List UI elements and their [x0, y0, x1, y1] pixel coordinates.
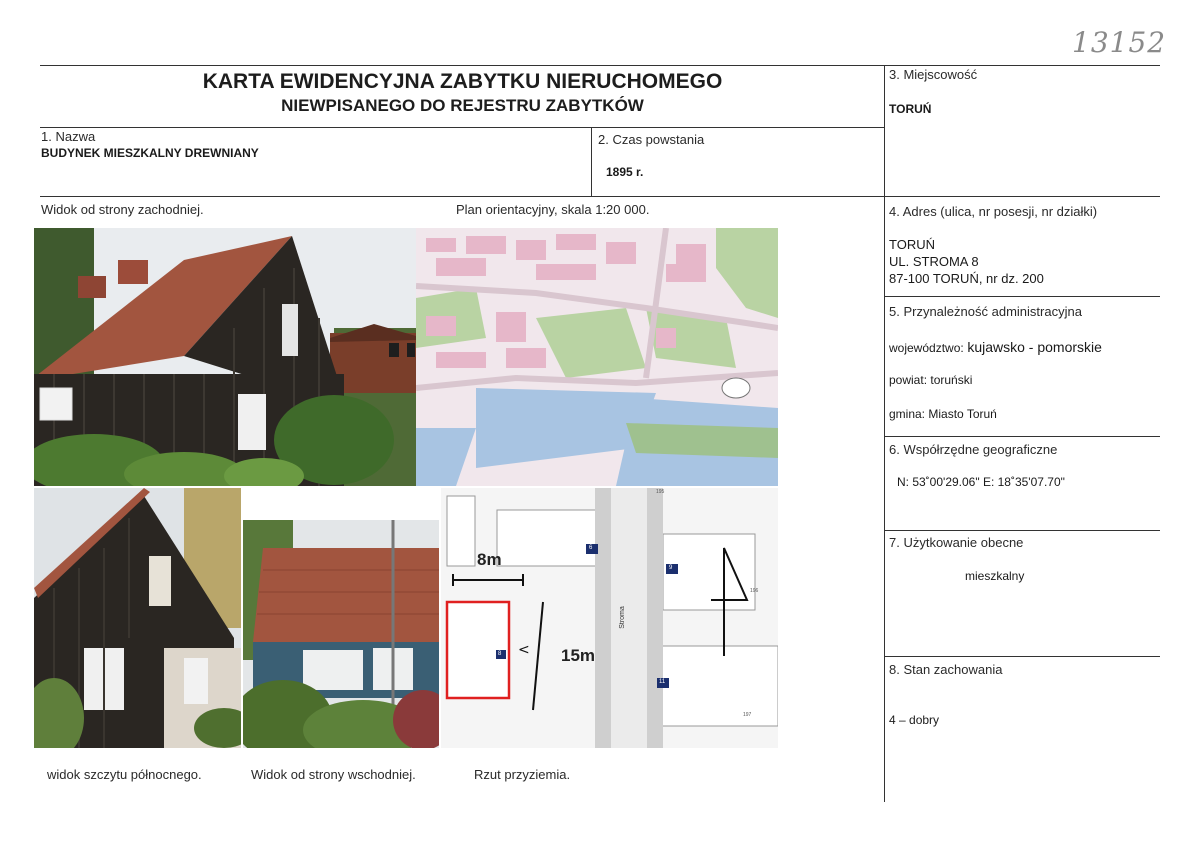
photo-north-gable: [34, 488, 241, 748]
powiat-label: powiat:: [889, 373, 928, 387]
card-title-line2: NIEWPISANEGO DO REJESTRU ZABYTKÓW: [281, 96, 644, 115]
gmina-row: [889, 407, 997, 421]
adres-line3: 87-100 TORUŃ, nr dz. 200: [889, 271, 1044, 286]
uzytkowanie-label: 7. Użytkowanie obecne: [889, 535, 1024, 550]
powiat-value: toruński: [930, 373, 973, 387]
svg-text:<: <: [518, 642, 530, 658]
rule-8: [884, 656, 1160, 657]
admin-label: 5. Przynależność administracyjna: [889, 304, 1082, 319]
header-rule: [40, 127, 885, 128]
wspolrzedne-label: 6. Współrzędne geograficzne: [889, 442, 1058, 457]
photo-east-view: [243, 520, 439, 748]
adres-line1: TORUŃ: [889, 237, 935, 252]
fields-rule: [40, 196, 1160, 197]
miejscowosc-label: 3. Miejscowość: [889, 67, 978, 82]
rule-5: [884, 296, 1160, 297]
rule-6: [884, 436, 1160, 437]
orientation-map: [416, 228, 778, 486]
dim-width-label: 8m: [477, 550, 502, 569]
wojewodztwo-row: [889, 339, 1102, 355]
wojewodztwo-value: kujawsko - pomorskie: [967, 339, 1102, 355]
caption-east-view: Widok od strony wschodniej.: [251, 767, 416, 782]
stan-label: 8. Stan zachowania: [889, 662, 1003, 677]
adres-label: 4. Adres (ulica, nr posesji, nr działki): [889, 204, 1098, 219]
caption-plan: Plan orientacyjny, skala 1:20 000.: [456, 202, 650, 217]
photo-west-view: [34, 228, 416, 486]
site-plan: [441, 488, 778, 748]
nazwa-label: 1. Nazwa: [41, 129, 96, 144]
czas-label: 2. Czas powstania: [598, 132, 705, 147]
caption-west-view: Widok od strony zachodniej.: [41, 202, 204, 217]
house-number-8: 8: [498, 651, 502, 657]
name-date-divider: [591, 127, 592, 196]
uzytkowanie-value: mieszkalny: [965, 569, 1025, 583]
czas-value: 1895 r.: [606, 165, 644, 179]
nazwa-value: BUDYNEK MIESZKALNY DREWNIANY: [41, 146, 259, 160]
parcel-196: 196: [750, 588, 759, 594]
rule-7: [884, 530, 1160, 531]
street-label: Stroma: [618, 606, 626, 629]
miejscowosc-value: TORUŃ: [889, 102, 932, 116]
wspolrzedne-value: N: 53˚00'29.06" E: 18˚35'07.70": [897, 475, 1065, 489]
house-number-9: 9: [669, 565, 673, 571]
house-number-6: 6: [589, 545, 593, 551]
dim-length-label: 15m: [561, 646, 596, 665]
top-rule: [40, 65, 1160, 66]
card-title-line1: KARTA EWIDENCYJNA ZABYTKU NIERUCHOMEGO: [202, 70, 723, 93]
caption-floor-plan: Rzut przyziemia.: [474, 767, 571, 782]
handwritten-number: 13152: [1072, 26, 1167, 59]
powiat-row: [889, 373, 972, 387]
caption-north-gable: widok szczytu północnego.: [47, 767, 202, 782]
stan-value: 4 – dobry: [889, 713, 940, 727]
right-column-divider: [884, 65, 885, 802]
parcel-195: 195: [656, 489, 665, 495]
gmina-value: Miasto Toruń: [928, 407, 997, 421]
gmina-label: gmina:: [889, 407, 926, 421]
parcel-197: 197: [743, 712, 752, 718]
wojewodztwo-label: województwo:: [889, 341, 964, 355]
adres-line2: UL. STROMA 8: [889, 254, 979, 269]
house-number-11: 11: [659, 679, 666, 685]
